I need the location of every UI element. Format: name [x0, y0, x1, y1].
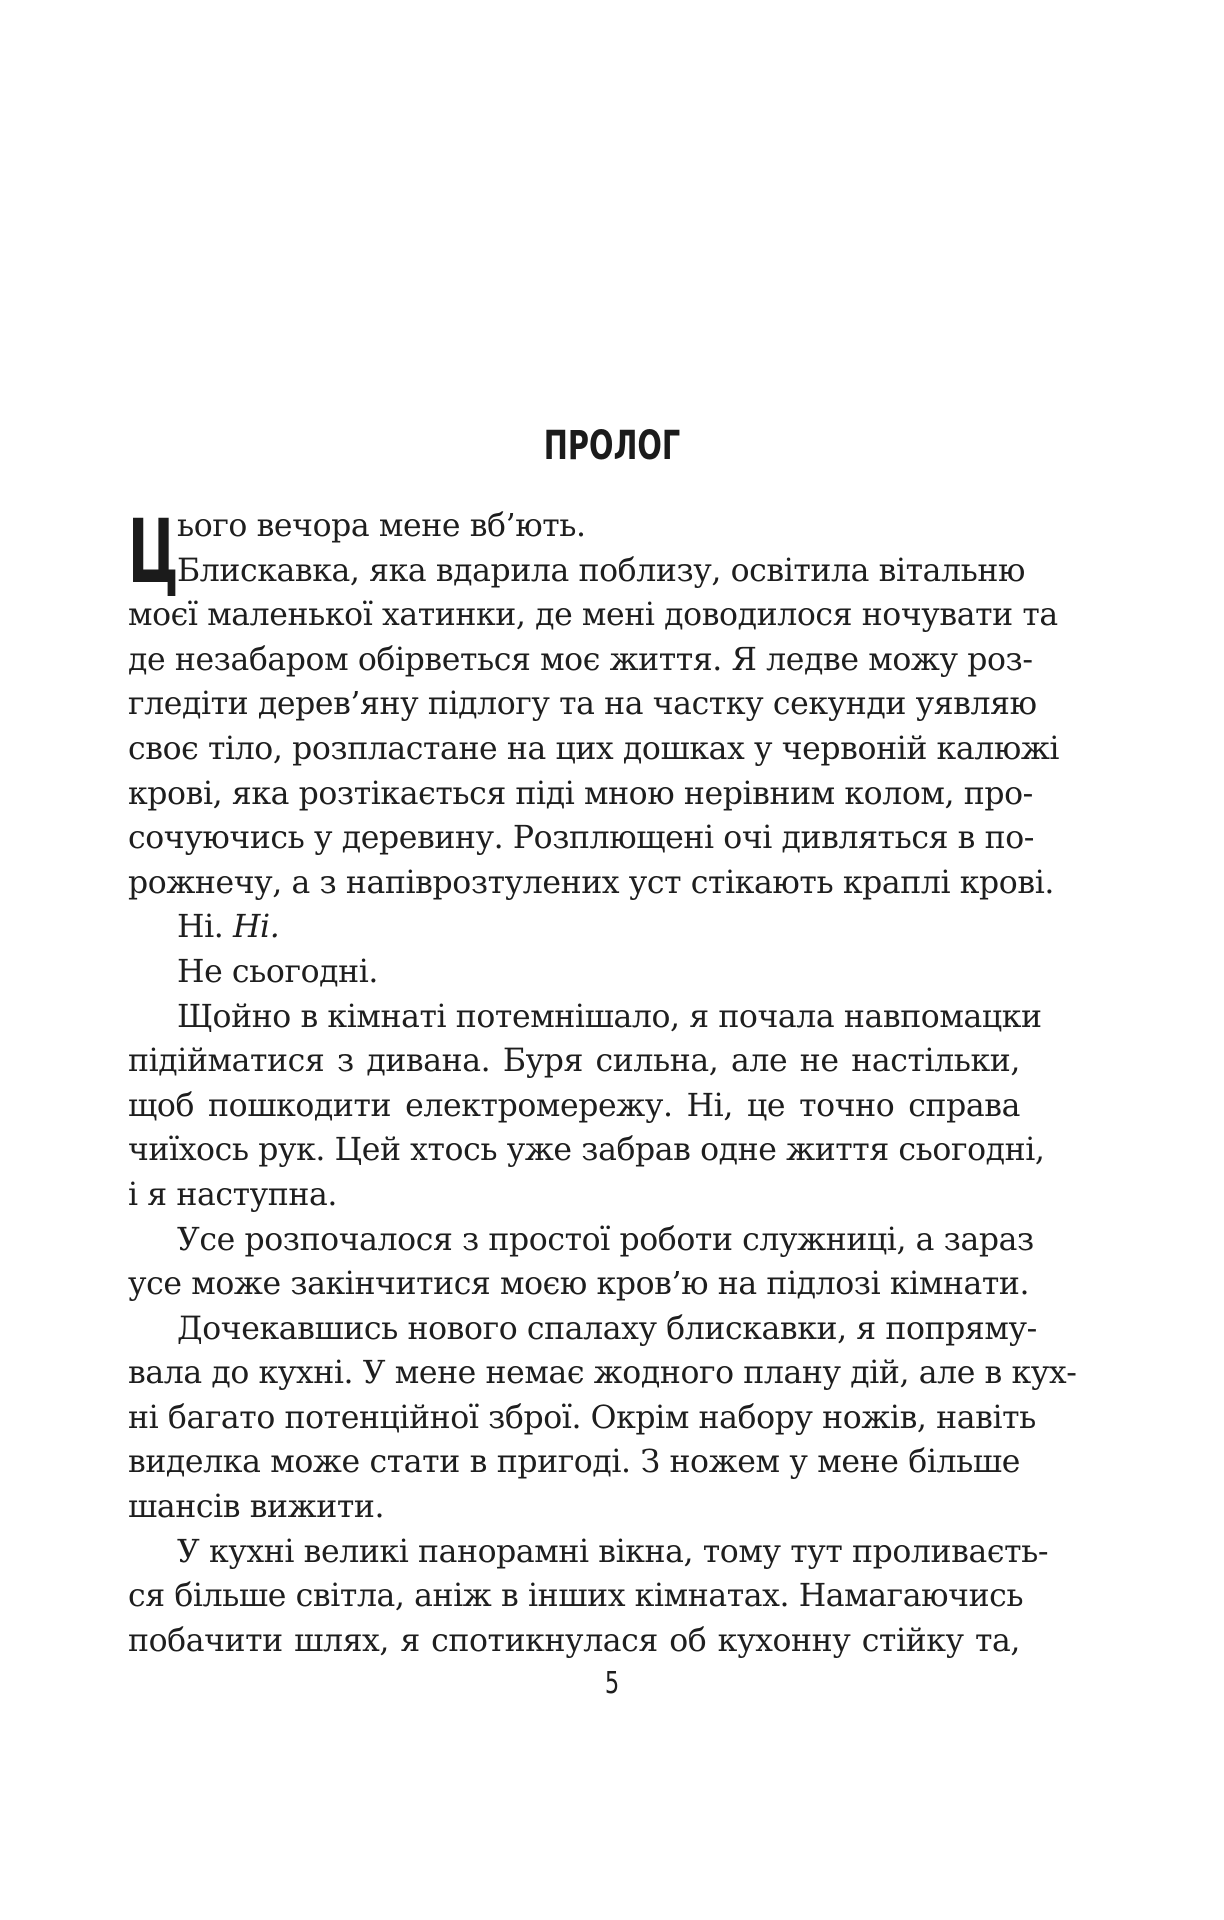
text-line: Усе розпочалося з простої роботи служниці, а зараз	[177, 1221, 1034, 1258]
text-line: щоб пошкодити електромережу. Ні, це точно справа	[128, 1087, 1020, 1124]
text-line: де незабаром обірветься моє життя. Я ледве можу роз-	[128, 641, 1033, 678]
page-number: 5	[604, 1666, 620, 1701]
text-line: своє тіло, розпластане на цих дошках у червоній калюжі	[128, 730, 1060, 767]
text-line: вала до кухні. У мене немає жодного плану дій, але в кух-	[128, 1355, 1077, 1392]
text-line: Щойно в кімнаті потемнішало, я почала навпомацки	[177, 998, 1042, 1035]
text-line: сочуючись у деревину. Розплющені очі дивляться в по-	[128, 820, 1035, 857]
text-line: чиїхось рук. Цей хтось уже забрав одне життя сьогодні,	[128, 1132, 1045, 1169]
text-line: усе може закінчитися моєю кров’ю на підлозі кімнати.	[128, 1266, 1030, 1303]
text-line: У кухні великі панорамні вікна, тому тут проливаєть-	[177, 1533, 1049, 1570]
drop-cap: Ц	[128, 500, 179, 603]
text-line: гледіти дерев’яну підлогу та на частку секунди уявляю	[128, 686, 1037, 723]
text-line: шансів вижити.	[128, 1489, 385, 1526]
text-line: рожнечу, а з напіврозтулених уст стікають краплі крові.	[128, 864, 1054, 901]
text-line: і я наступна.	[128, 1176, 337, 1213]
chapter-text	[128, 500, 1077, 1663]
text-line: виделка може стати в пригоді. З ножем у мене більше	[128, 1444, 1020, 1481]
text-line: ього вечора мене вб’ють.	[177, 508, 586, 544]
text-line: моєї маленької хатинки, де мені доводилося ночувати та	[128, 597, 1058, 634]
text-fragment: Ні.	[177, 909, 224, 946]
text-line: Блискавка, яка вдарила поблизу, освітила вітальню	[177, 552, 1026, 589]
text-line: побачити шлях, я спотикнулася об кухонну стійку та,	[128, 1622, 1020, 1659]
text-line: підійматися з дивана. Буря сильна, але не настільки,	[128, 1043, 1020, 1080]
text-line: ні багато потенційної зброї. Окрім набору ножів, навіть	[128, 1399, 1036, 1436]
text-line: крові, яка розтікається піді мною нерівним колом, про-	[128, 775, 1033, 812]
italic-emphasis: Ні.	[232, 909, 280, 946]
chapter-title: ПРОЛОГ	[543, 423, 681, 469]
text-line	[128, 905, 1020, 950]
text-line: ся більше світла, аніж в інших кімнатах. Намагаючись	[128, 1578, 1024, 1615]
text-line: Не сьогодні.	[177, 953, 379, 990]
text-line: Дочекавшись нового спалаху блискавки, я попряму-	[177, 1310, 1037, 1347]
